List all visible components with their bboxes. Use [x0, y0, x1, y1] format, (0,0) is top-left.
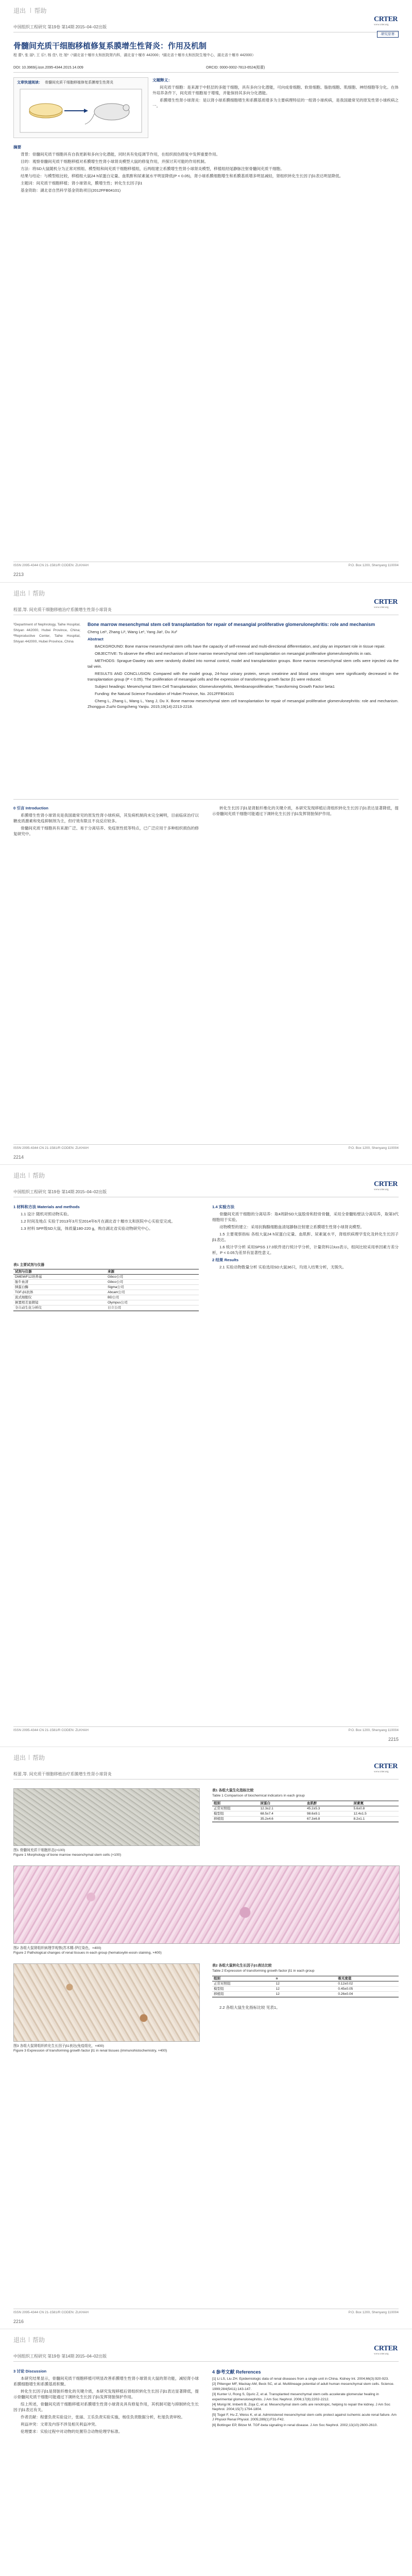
references-list-a — [212, 2377, 399, 2428]
table-row: 组别 n 吸光度值 — [212, 1976, 399, 1981]
methods-paragraph-2: 动物模型的建立：采用抗胸腺细胞血清尾静脉注射建立系膜增生性肾小球肾炎模型。 — [219, 1225, 364, 1229]
abstract-cn-definitions — [152, 77, 399, 110]
definitions-heading: 文题释义： — [152, 78, 172, 82]
section-discussion-heading: 3 讨论 Discussion — [13, 2369, 47, 2374]
section-intro-heading: 0 引言 Introduction — [13, 806, 48, 810]
help-link[interactable]: 帮助 — [32, 1172, 45, 1179]
figure-1-caption: 图1 骨髓间充质干细胞形态(×100) Figure 1 Morphology of bone marrow mesenchymal stem cells (×100) — [13, 1849, 122, 1857]
page-2 — [0, 582, 412, 1165]
running-head — [13, 15, 399, 32]
methods-paragraph-1: 骨髓间充质干细胞的分离培养：取4周龄SD大鼠股骨和胫骨骨髓，采用全骨髓贴壁法分离培养，取第3代细胞用于实验。 — [212, 1212, 399, 1222]
section-materials-heading: 1 材料和方法 Materials and methods — [13, 1205, 80, 1209]
page-footer: ISSN 2095-4344 CN 21-1581/R CODEN: ZLKHAH P.O. Box 1200, Shenyang 110004 — [13, 562, 399, 569]
table-2-title: 表1 各组大鼠生化指标比较 — [212, 1789, 254, 1792]
time-place-paragraph: 1.2 时间及地点 实验于2013年3月至2014年6月在湖北省十堰市太和医院中心实验室完成。 — [21, 1219, 176, 1224]
journal-logo: CRTER www.crter.org — [374, 1180, 398, 1191]
affiliation-sidebar: ¹Department of Nephrology, Taihe Hospital, Shiyan 442000, Hubei Province, China; ²Reproductive Center, Taihe Hospital, Shiyan 442000, Hubei Province, China — [13, 623, 80, 643]
intro-paragraph-2: 骨髓间充质干细胞具有来源广泛、易于分离培养、免疫原性低等特点，已广泛应用于多种组织损伤的修复研究中。 — [13, 826, 199, 836]
list-item: [1] Li LS, Liu ZH. Epidemiologic data of renal diseases from a single unit in China. Kidney Int. 2004;66(3):920-923. — [212, 2377, 389, 2381]
graphic-title: 骨髓间充质干细胞移植修复系膜增生性肾炎 — [45, 81, 113, 84]
running-head: 中国组织工程研究 第19卷 第14期 2015–04–02出版 CRTER www.crter.org — [13, 2348, 399, 2362]
authors-cn: 程 蕾¹, 张 丽¹, 王 乐¹, 杨 佳¹, 杜 旭²（¹湖北省十堰市太和医院肾内科，湖北省十堰市 442000；²湖北省十堰市太和医院生殖中心，湖北省十堰市 442000） — [13, 54, 256, 57]
title-en: Bone marrow mesenchymal stem cell transplantation for repair of mesangial proliferative glomerulonephritis: role and mechanism — [88, 622, 375, 627]
methods-en: METHODS: Sprague-Dawley rats were randomly divided into normal control, model and transplantation groups. Bone marrow mesenchymal stem cells were injected via the tail vein. — [88, 658, 399, 669]
journal-logo: CRTER www.crter.org — [374, 1762, 398, 1773]
tgf-table — [212, 1976, 399, 1997]
funding-cn: 基金资助：湖北省自然科学基金资助项目(2012FFB04101) — [21, 188, 121, 193]
table-row: 流式细胞仪 BD公司 — [13, 1295, 199, 1300]
figure-2-micrograph — [13, 1866, 400, 1944]
intro-paragraph-1: 系膜增生性肾小球肾炎是我国最常见的原发性肾小球疾病，其发病机制尚未完全阐明，目前临床治疗以糖皮质激素和免疫抑制剂为主，但疗效有限且不良反应较多。 — [13, 813, 199, 823]
orcid-line: ORCID: 0000-0002-7813-6524(程蕾) — [206, 66, 265, 70]
biochem-table — [212, 1801, 399, 1822]
table-row: TGF-β1抗体 Abcam公司 — [13, 1290, 199, 1295]
abstract-heading-en: Abstract — [88, 637, 104, 641]
page-3 — [0, 1164, 412, 1747]
summary-background: 背景：骨髓间充质干细胞具有自我更新和多向分化潜能，同时具有免疫调节作用，在组织损伤修复中发挥重要作用。 — [21, 152, 220, 157]
summary-heading: 摘要 — [13, 145, 22, 149]
doi-line: DOI: 10.3969/j.issn.2095-4344.2015.14.009 — [13, 66, 83, 70]
exit-link[interactable]: 退出 — [13, 2336, 26, 2344]
table-row: 试剂与仪器 来源 — [13, 1269, 199, 1275]
funding-en: Funding: the Natural Science Foundation of Hubei Province, No. 2012FFB04101 — [95, 691, 234, 696]
graphical-abstract — [13, 77, 148, 138]
summary-methods: 方法：将SD大鼠随机分为正常对照组、模型组和间充质干细胞移植组，后两组建立系膜增生性肾小球肾炎模型，移植组经尾静脉注射骨髓间充质干细胞。 — [21, 166, 284, 171]
page-header — [13, 2335, 45, 2344]
running-head: 中国组织工程研究 第19卷 第14期 2015–04–02出版 CRTER www.crter.org — [13, 1183, 399, 1197]
discussion-paragraph-2: 转化生长因子β1是肾脏纤维化的关键介质，本研究发现移植后肾组织转化生长因子β1表达显著降低，提示骨髓间充质干细胞可能通过下调转化生长因子β1发挥肾脏保护作用。 — [13, 2389, 199, 2399]
methods-paragraph-3: 1.5 主要观察指标 各组大鼠24 h尿蛋白定量、血肌酐、尿素氮水平，肾组织病理学变化及转化生长因子β1表达。 — [212, 1232, 399, 1242]
table-row: 胰蛋白酶 Sigma公司 — [13, 1285, 199, 1290]
page-header — [13, 6, 46, 15]
section-results-heading: 2 结果 Results — [212, 1258, 239, 1262]
table-1-title: 表1 主要试剂与仪器 — [13, 1263, 45, 1267]
figure-3-caption: 图3 各组大鼠肾组织转化生长因子β1表达(免疫组化，×400) Figure 3 Expression of transforming growth factor β1 in renal tissues (immunohistochemistry, ×400) — [13, 2044, 167, 2053]
citation-en: Cheng L, Zhang L, Wang L, Yang J, Du X. Bone marrow mesenchymal stem cell transplantation for repair of mesangial proliferative glomerulonephritis: role and mechanism. Zhongguo Zuzhi Gongcheng Yanjiu. 2015;19(14):2213-2218. — [88, 699, 399, 709]
keywords-en: Subject headings: Mesenchymal Stem Cell Transplantation; Glomerulonephritis, Membranoproliferative; Transforming Growth Factor beta1 — [95, 684, 335, 689]
help-link[interactable]: 帮助 — [32, 1754, 45, 1761]
exit-link[interactable]: 退出 — [13, 7, 28, 14]
body-left-column — [13, 805, 199, 838]
page-header — [13, 589, 45, 598]
divider — [13, 72, 399, 73]
table-row: 模型组 12 0.45±0.05 — [212, 1987, 399, 1992]
page-5 — [0, 2329, 412, 2576]
journal-logo: CRTER www.crter.org — [374, 2345, 398, 2355]
help-link[interactable]: 帮助 — [32, 2336, 45, 2344]
intro-paragraph-cont: 转化生长因子β1是肾脏纤维化的关键介质，本研究发现移植后肾组织转化生长因子β1表达显著降低，提示骨髓间充质干细胞可能通过下调转化生长因子β1发挥肾脏保护作用。 — [212, 806, 399, 816]
abstract-cn — [13, 144, 399, 195]
keywords-cn: 主题词：间充质干细胞移植；肾小球肾炎，膜增生性；转化生长因子β1 — [21, 181, 143, 185]
methods-right-column — [212, 1204, 399, 1272]
running-head: 程蕾,等. 间充质干细胞移植治疗系膜增生性肾小球肾炎 CRTER www.crter.org — [13, 1766, 399, 1780]
author-contributions: 作者贡献：程蕾负责实验设计，张丽、王乐负责实验实施，杨佳负责数据分析，杜旭负责审校。 — [21, 2415, 185, 2419]
exit-link[interactable]: 退出 — [13, 590, 26, 597]
results-paragraph-1: 2.1 实验动物数量分析 实验选用SD大鼠36只，均进入结果分析，无脱失。 — [219, 1265, 347, 1269]
graphic-illustration — [19, 88, 143, 133]
authors-en: Cheng Lei¹, Zhang Li¹, Wang Le¹, Yang Jia¹, Du Xu² — [88, 630, 177, 634]
exit-link[interactable]: 退出 — [13, 1754, 26, 1761]
figure-2-caption: 图2 各组大鼠肾组织病理学观察(苏木精-伊红染色，×400) Figure 2 Pathological changes of renal tissues in each group (hematoxylin-eosin staining, ×400) — [13, 1946, 162, 1955]
table-2-title-en: Table 1 Comparison of biochemical indicators in each group — [212, 1794, 305, 1798]
discussion-paragraph-1: 本研究结果显示，骨髓间充质干细胞移植可明显改善系膜增生性肾小球肾炎大鼠的肾功能，减轻肾小球系膜细胞增生和系膜基质积聚。 — [13, 2376, 199, 2386]
table-row: 组别 尿蛋白 血肌酐 尿素氮 — [212, 1801, 399, 1806]
article-title-cn: 骨髓间充质干细胞移植修复系膜增生性肾炎：作用及机制 — [13, 41, 207, 50]
summary-results: 结果与结论：与模型组比较，移植组大鼠24 h尿蛋白定量、血肌酐和尿素氮水平明显降低(P < 0.05)，肾小球系膜细胞增生和系膜基质增多明显减轻，肾组织转化生长因子β1表达明显降低。 — [21, 174, 344, 178]
table-row: 正常对照组 12 0.12±0.02 — [212, 1981, 399, 1987]
background-en: BACKGROUND: Bone marrow mesenchymal stem cells have the capacity of self-renewal and multi-directional differentiation, and play an important role in tissue repair. — [95, 644, 386, 649]
definition-2: 系膜增生性肾小球肾炎：是以肾小球系膜细胞增生和系膜基质增多为主要病理特征的一组肾小球疾病，是我国最常见的原发性肾小球疾病之一。 — [152, 98, 399, 108]
article-type-badge: ·研究原著· — [377, 31, 399, 38]
page-number: 2215 — [388, 1737, 399, 1742]
journal-logo: CRTER www.crter.org — [374, 598, 398, 609]
page-number: 2214 — [13, 1155, 24, 1160]
list-item: [6] Bottinger EP, Bitzer M. TGF-beta signaling in renal disease. J Am Soc Nephrol. 2002;13(10):2600-2610. — [212, 2423, 378, 2427]
materials-paragraph: 1.3 材料 SPF级SD大鼠，体质量180-220 g，购自湖北省实验动物研究中心。 — [21, 1226, 153, 1231]
list-item: [3] Kunter U, Rong S, Djuric Z, et al. Transplanted mesenchymal stem cells accelerate glomerular healing in experimental glomerulonephritis. J Am Soc Nephrol. 2006;17(8):2202-2212. — [212, 2393, 379, 2401]
objective-en: OBJECTIVE: To observe the effect and mechanism of bone marrow mesenchymal stem cell transplantation on mesangial proliferative glomerulonephritis in rats. — [95, 651, 372, 656]
results-paragraph-2: 2.2 各组大鼠生化指标比较 见表1。 — [219, 2005, 280, 2010]
abstract-en — [88, 622, 399, 711]
table-row: 模型组 68.5±7.4 98.6±9.1 12.4±1.5 — [212, 1811, 399, 1817]
design-paragraph: 1.1 设计 随机对照动物实验。 — [21, 1212, 72, 1216]
exit-link[interactable]: 退出 — [13, 1172, 26, 1179]
table-row: 胎牛血清 Gibco公司 — [13, 1280, 199, 1285]
methods-subheading: 1.4 实验方法 — [212, 1205, 235, 1209]
definition-1: 间充质干细胞：是来源于中胚层的多能干细胞，具有多向分化潜能，可向成骨细胞、软骨细胞、脂肪细胞、肌细胞、神经细胞等分化。在体外培养条件下，间充质干细胞易于增殖，并能保持其多向分化潜能。 — [152, 85, 399, 95]
reagents-table — [13, 1269, 199, 1311]
table-row: 移植组 12 0.26±0.04 — [212, 1992, 399, 1997]
summary-objective: 目的：观察骨髓间充质干细胞移植对系膜增生性肾小球肾炎模型大鼠的修复作用，并探讨其可能的作用机制。 — [21, 159, 209, 164]
journal-logo: CRTER www.crter.org — [374, 15, 398, 26]
figure-3-micrograph — [13, 1963, 200, 2042]
help-link[interactable]: 帮助 — [32, 590, 45, 597]
page-footer: ISSN 2095-4344 CN 21-1581/R CODEN: ZLKHAH P.O. Box 1200, Shenyang 110004 — [13, 1726, 399, 1734]
conflict-statement: 利益冲突：文章及内容不涉及相关利益冲突。 — [21, 2422, 99, 2427]
list-item: [4] Morigi M, Imberti B, Zoja C, et al. Mesenchymal stem cells are renotropic, helping to repair the kidney. J Am Soc Nephrol. 2004;15(7):1794-1804. — [212, 2403, 390, 2412]
table-row: 全自动生化分析仪 日立公司 — [13, 1306, 199, 1311]
results-en: RESULTS AND CONCLUSION: Compared with the model group, 24-hour urinary protein, serum creatinine and blood urea nitrogen were significantly decreased in the transplantation group (P < 0.05). The proliferation of mesangial cells and the expression of transforming growth factor β1 were reduced. — [88, 671, 399, 682]
table-3-title-en: Table 2 Expression of transforming growth factor β1 in each group — [212, 1969, 315, 1973]
methods-paragraph-4: 1.6 统计学分析 采用SPSS 17.0软件进行统计学分析，计量资料以x̄±s表示，组间比较采用单因素方差分析，P < 0.05为差异有显著性意义。 — [212, 1245, 399, 1255]
discussion-paragraph-3: 综上所述，骨髓间充质干细胞移植对系膜增生性肾小球肾炎具有修复作用，其机制可能与抑制转化生长因子β1表达有关。 — [13, 2402, 199, 2412]
page-footer: ISSN 2095-4344 CN 21-1581/R CODEN: ZLKHAH P.O. Box 1200, Shenyang 110004 — [13, 1144, 399, 1152]
table-row: DMEM/F12培养基 Gibco公司 — [13, 1275, 199, 1280]
help-link[interactable]: 帮助 — [34, 7, 47, 14]
body-right-column — [212, 805, 399, 818]
ethics-statement: 伦理要求：实验过程中对动物的处置符合动物伦理学标准。 — [21, 2429, 123, 2434]
discussion-left-column — [13, 2368, 199, 2436]
table-row: 倒置相差显微镜 Olympus公司 — [13, 1300, 199, 1306]
page-1 — [0, 0, 412, 582]
graphic-label: 文章快速阅读： — [17, 81, 42, 84]
table-row: 正常对照组 12.3±2.1 45.2±5.3 5.6±0.8 — [212, 1806, 399, 1811]
page-header — [13, 1753, 45, 1762]
journal-running-title: 中国组织工程研究 第19卷 第14期 2015–04–02出版 — [13, 25, 107, 29]
table-3-title: 表2 各组大鼠转化生长因子β1表达比较 — [212, 1964, 272, 1968]
divider — [13, 799, 399, 800]
page-header — [13, 1171, 45, 1180]
list-item: [5] Togel F, Hu Z, Weiss K, et al. Administered mesenchymal stem cells protect against ischemic acute renal failure. Am J Physiol Renal Physiol. 2005;289(1):F31-F42. — [212, 2413, 397, 2422]
section-references-heading: 4 参考文献 References — [212, 2369, 261, 2375]
page-number: 2213 — [13, 572, 24, 577]
running-head: 程蕾,等. 间充质干细胞移植治疗系膜增生性肾小球肾炎 CRTER www.crter.org — [13, 601, 399, 615]
list-item: [2] Pittenger MF, Mackay AM, Beck SC, et al. Multilineage potential of adult human mesenchymal stem cells. Science. 1999;284(5411):143-147. — [212, 2382, 394, 2391]
methods-left-column — [13, 1204, 199, 1233]
page-number: 2216 — [13, 2319, 24, 2324]
figure-1-micrograph — [13, 1788, 200, 1846]
results-right-column — [212, 2005, 399, 2012]
page-4 — [0, 1747, 412, 2329]
page-footer: ISSN 2095-4344 CN 21-1581/R CODEN: ZLKHAH P.O. Box 1200, Shenyang 110004 — [13, 2309, 399, 2316]
table-row: 移植组 35.2±4.6 67.3±6.8 8.2±1.1 — [212, 1817, 399, 1822]
